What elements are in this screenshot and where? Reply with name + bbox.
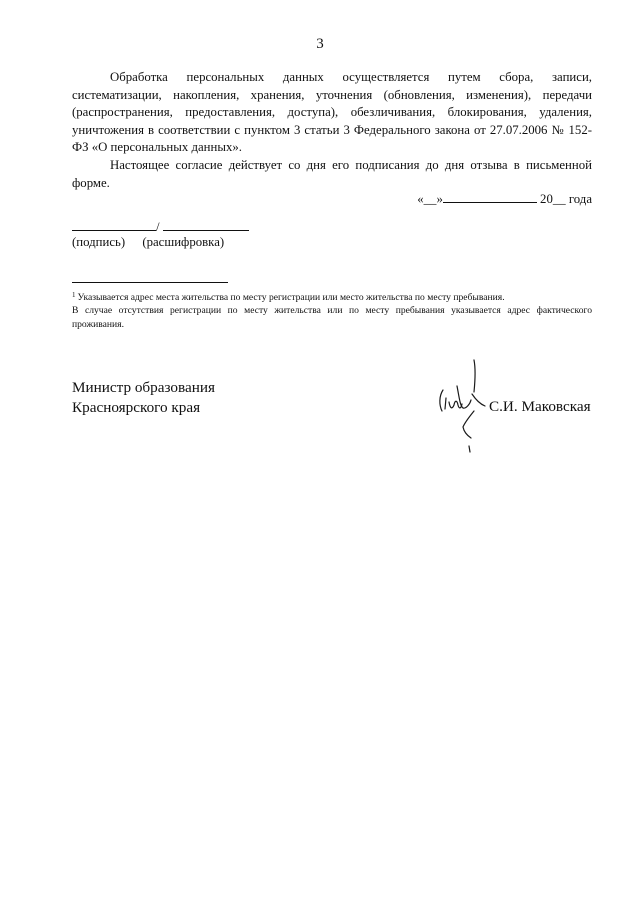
caption-signature: (подпись)	[72, 235, 126, 249]
footnotes	[72, 289, 592, 331]
signatory-name: С.И. Маковская	[489, 398, 591, 415]
footnote-2: В случае отсутствия регистрации по месту жительства или по месту пребывания указывается адрес фактического проживания.	[72, 305, 592, 330]
footnote-1	[72, 289, 592, 304]
signatory-title-line-2: Красноярского края	[72, 398, 201, 416]
date-month-blank	[443, 190, 537, 203]
date-year-prefix: 20__	[540, 192, 566, 206]
footnote-1-text: Указывается адрес места жительства по месту регистрации или место жительства по месту пребывания.	[77, 292, 505, 303]
decryption-blank	[163, 218, 249, 231]
signatory-title-line-1: Министр образования	[72, 379, 215, 396]
footnote-divider	[72, 282, 228, 283]
page-number: 3	[316, 36, 324, 52]
signature-line	[72, 218, 249, 235]
date-line	[417, 190, 592, 207]
signature-caption	[72, 235, 224, 250]
footnote-marker: 1	[72, 291, 76, 299]
signature-blank	[72, 218, 156, 231]
handwritten-signature	[428, 356, 492, 454]
consent-body	[72, 69, 592, 192]
date-day-placeholder: «__»	[417, 192, 443, 206]
signature-separator: /	[156, 220, 160, 234]
caption-decryption: (расшифровка)	[142, 235, 225, 249]
validity-paragraph: Настоящее согласие действует со дня его подписания до дня отзыва в письменной форме.	[72, 157, 592, 190]
signatory-title	[72, 378, 215, 417]
processing-paragraph: Обработка персональных данных осуществляется путем сбора, записи, систематизации, накопления, хранения, уточнения (обновления, изменения), передачи (распространения, предоставления, доступа), обезличивания, блокирования, удаления, уничтожения в соответствии с пунктом 3 статьи 3 Федерального закона от 27.07.2006 № 152-ФЗ «О персональных данных».	[72, 70, 592, 155]
date-year-suffix: года	[568, 192, 592, 206]
